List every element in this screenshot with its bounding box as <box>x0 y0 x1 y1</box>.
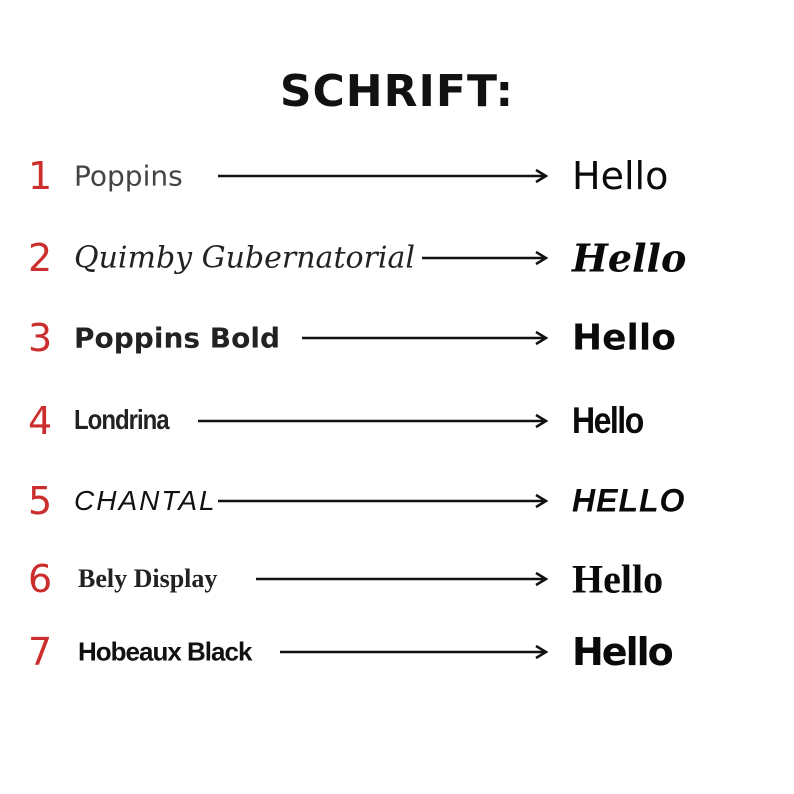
font-name: Bely Display <box>78 564 218 593</box>
row-number: 4 <box>28 399 53 443</box>
font-row-2 <box>0 228 794 288</box>
font-name: Poppins <box>74 159 183 193</box>
font-name: Quimby Gubernatorial <box>74 240 415 276</box>
row-number: 2 <box>28 236 53 280</box>
font-name: Londrina <box>74 404 169 436</box>
font-sample: Hello <box>572 154 669 198</box>
page-title: SCHRIFT: <box>279 66 515 117</box>
font-sample: Hello <box>572 235 687 281</box>
arrow-icon <box>198 414 550 428</box>
font-sample: Hello <box>572 317 676 359</box>
font-sample: Hello <box>572 399 643 442</box>
font-sample: Hello <box>572 630 672 674</box>
row-number: 5 <box>28 479 53 523</box>
font-name: CHANTAL <box>74 485 217 516</box>
font-row-5 <box>0 471 794 531</box>
arrow-icon <box>302 331 550 345</box>
font-sample: HELLO <box>572 482 686 519</box>
font-name: Hobeaux Black <box>78 636 252 667</box>
arrow-icon <box>218 494 550 508</box>
font-row-1 <box>0 146 794 206</box>
arrow-icon <box>280 645 550 659</box>
font-row-3 <box>0 308 794 368</box>
arrow-icon <box>256 572 550 586</box>
row-number: 3 <box>28 316 53 360</box>
row-number: 7 <box>28 630 53 674</box>
arrow-icon <box>218 169 550 183</box>
row-number: 6 <box>28 557 53 601</box>
font-row-4 <box>0 391 794 451</box>
arrow-icon <box>422 251 550 265</box>
font-name: Poppins Bold <box>74 321 281 355</box>
row-number: 1 <box>28 154 53 198</box>
font-row-6 <box>0 549 794 609</box>
font-sample: Hello <box>572 556 664 602</box>
font-row-7 <box>0 622 794 682</box>
